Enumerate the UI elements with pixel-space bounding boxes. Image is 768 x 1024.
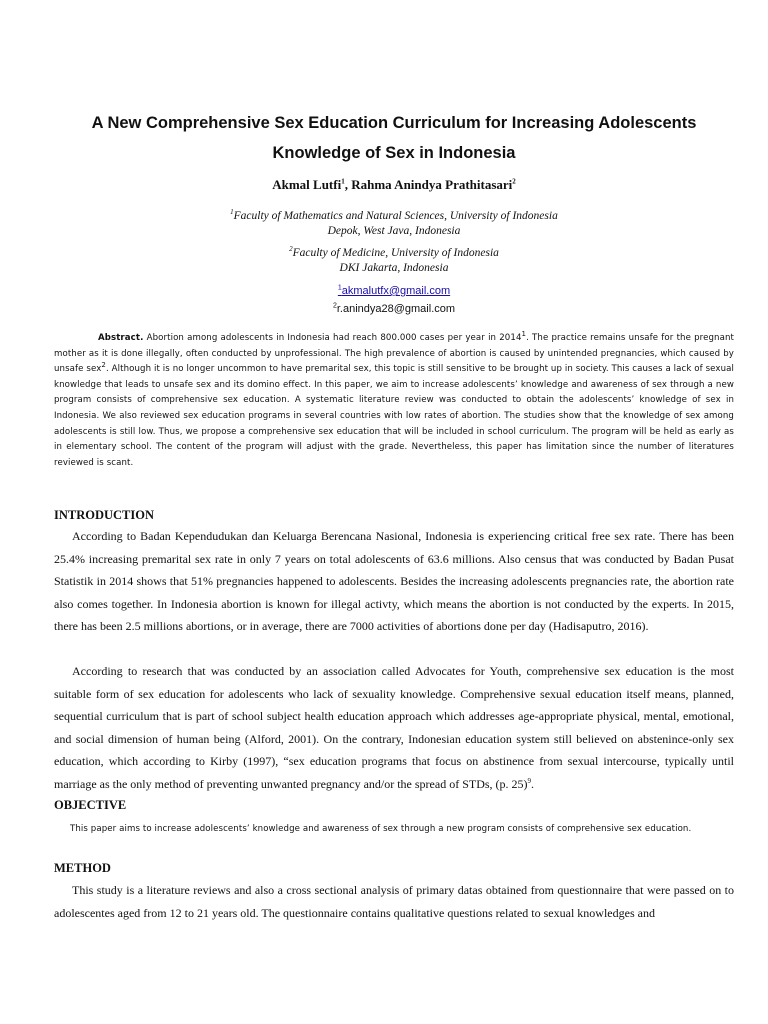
email-link[interactable] <box>338 285 450 297</box>
affiliation-location: Depok, West Java, Indonesia <box>327 225 461 237</box>
section-heading-introduction: INTRODUCTION <box>54 508 155 522</box>
section-heading-method: METHOD <box>54 861 111 875</box>
objective-paragraph: This paper aims to increase adolescents’ knowledge and awareness of sex through a new program consists of comprehensive sex education. <box>70 824 692 834</box>
email-address: akmalutfx@gmail.com <box>341 285 451 297</box>
author-name: Rahma Anindya Prathitasari <box>351 177 513 192</box>
introduction-paragraph <box>54 660 734 795</box>
author-affiliation-marker: 1 <box>341 177 345 186</box>
paragraph-text: . <box>531 776 535 791</box>
affiliation-line <box>54 246 734 261</box>
abstract <box>54 331 734 471</box>
affiliation-institution: Faculty of Medicine, University of Indonesia <box>292 247 499 259</box>
email-line <box>54 284 734 298</box>
author-separator: , <box>344 177 352 192</box>
introduction-paragraph: According to Badan Kependudukan dan Keluarga Berencana Nasional, Indonesia is experiencing critical free sex rate. There has been 25.4% increasing premarital sex rate in only 7 years on total adolescents of 63.6 millions. Also census that was conducted by Badan Pusat Statistik in 2014 shows that 51% pregnancies happened to adolescents. Besides the increasing adolescents pregnancies rate, the abortion rate also comes together. In Indonesia abortion is known for illegal activty, which means the abortion is not conducted by the experts. In 2015, there has been 2.5 millions abortions, or in average, there are 7000 activities of abortions done per day (Hadisaputro, 2016). <box>54 529 734 633</box>
paper-title: A New Comprehensive Sex Education Curriculum for Increasing Adolescents Knowledge of Sex in Indonesia <box>91 114 697 162</box>
affiliation-line <box>54 209 734 224</box>
abstract-text: Abortion among adolescents in Indonesia had reach 800.000 cases per year in 2014 <box>143 333 522 343</box>
author-line <box>54 176 734 194</box>
citation-marker: 1 <box>521 330 527 339</box>
abstract-text: . The practice remains unsafe for the pregnant mother as it is done illegally, often conducted by unprofessional. The high prevalence of abortion is caused by unintended pregnancies, which caused by unsafe sex <box>54 333 734 375</box>
citation-marker: 9 <box>527 776 532 785</box>
email-marker: 1 <box>337 284 342 292</box>
email-line <box>54 302 734 316</box>
author-name: Akmal Lutfi <box>272 177 342 192</box>
citation-marker: 2 <box>101 361 106 370</box>
affiliation-institution: Faculty of Mathematics and Natural Sciences, University of Indonesia <box>233 210 558 222</box>
affiliation-block <box>54 209 734 239</box>
affiliation-location: DKI Jakarta, Indonesia <box>339 262 449 274</box>
affiliation-marker: 1 <box>230 208 234 217</box>
abstract-label: Abstract. <box>98 333 144 343</box>
affiliation-marker: 2 <box>289 245 293 254</box>
section-heading-objective: OBJECTIVE <box>54 798 127 812</box>
email-address: r.anindya28@gmail.com <box>336 303 456 315</box>
email-marker: 2 <box>332 302 337 310</box>
method-paragraph: This study is a literature reviews and also a cross sectional analysis of primary datas obtained from questionnaire that were passed on to adolescentes aged from 12 to 21 years old. The questionnaire contains qualitative questions related to sexual knowledges and <box>54 883 734 920</box>
author-affiliation-marker: 2 <box>512 177 516 186</box>
paragraph-text: According to research that was conducted by an association called Advocates for Youth, comprehensive sex education is the most suitable form of sex education for adolescents who lack of sexuality knowledge. Comprehensive sexual education itself means, planned, sequential curriculum that is part of school subject health education approach which addresses age-appropriate physical, mental, emotional, and social dimension of human being (Alford, 2001). On the contrary, Indonesian education system still believed on abstenince-only sex education, which according to Kirby (1997), “sex education programs that focus on abstinence from sexual intercourse, typically until marriage as the only method of preventing unwanted pregnancy and/or the spread of STDs, (p. 25) <box>54 664 734 791</box>
abstract-text: . Although it is no longer uncommon to have premarital sex, this topic is still sensitive to be brought up in society. This causes a lack of sexual knowledge that leads to unsafe sex and its domino effect. In this paper, we aim to increase adolescents’ knowledge and awareness of sex through a new program consists of comprehensive sex education. A systematic literature review was conducted to obtain the adolescents’ knowledge of sex in Indonesia. We also reviewed sex education programs in several countries with low rates of abortion. The studies show that the knowledge of sex among adolescents is still low. Thus, we propose a comprehensive sex education that will be included in school curriculum. The program will be held as early as in elementary school. The content of the program will adjust with the grade. Nevertheless, this paper has limitation since the number of literatures reviewed is scant. <box>54 364 734 468</box>
affiliation-block <box>54 246 734 276</box>
